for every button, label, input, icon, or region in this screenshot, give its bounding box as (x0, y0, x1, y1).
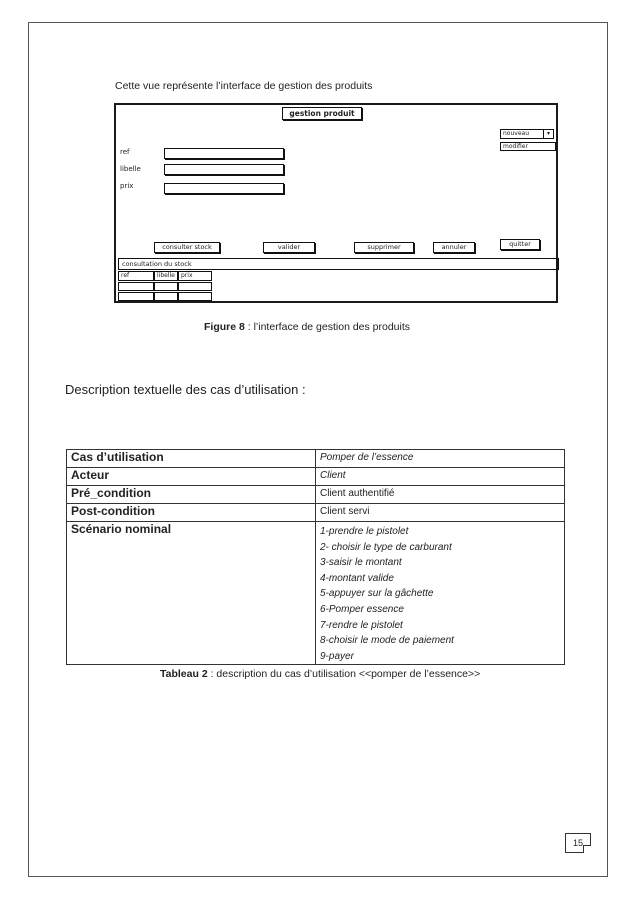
table-key: Post-condition (67, 504, 316, 522)
figure-caption-text: : l’interface de gestion des produits (244, 321, 411, 333)
table-row (67, 522, 565, 665)
table-caption-text: : description du cas d’utilisation <<pomper de l’essence>> (207, 668, 481, 680)
grid-header-ref: ref (118, 271, 154, 281)
table-key: Acteur (67, 468, 316, 486)
scenario-step: 4-montant valide (320, 572, 394, 584)
table-value: Pomper de l’essence (316, 450, 565, 468)
mode-select-value: nouveau (503, 130, 529, 137)
page-number: 15 (565, 833, 591, 853)
libelle-label: libelle (120, 165, 141, 173)
section-title: Description textuelle des cas d’utilisation : (65, 382, 306, 397)
table-row (67, 468, 565, 486)
stock-consultation-bar: consultation du stock (118, 258, 559, 270)
grid-cell[interactable] (154, 292, 178, 301)
scenario-step: 9-payer (320, 650, 354, 662)
prix-field[interactable] (164, 183, 284, 194)
table-key: Pré_condition (67, 486, 316, 504)
grid-cell[interactable] (118, 292, 154, 301)
consult-stock-button[interactable]: consulter stock (154, 242, 220, 253)
scenario-step: 8-choisir le mode de paiement (320, 635, 454, 647)
grid-header-prix: prix (178, 271, 212, 281)
scenario-step: 1-prendre le pistolet (320, 526, 409, 537)
table-caption-label: Tableau 2 (160, 668, 208, 680)
scenario-step: 3-saisir le montant (320, 557, 402, 569)
mockup-title: gestion produit (282, 107, 362, 120)
validate-button[interactable]: valider (263, 242, 315, 253)
grid-cell[interactable] (178, 292, 212, 301)
page-fold-icon (583, 845, 591, 853)
cancel-button[interactable]: annuler (433, 242, 475, 253)
table-row (67, 450, 565, 468)
mode-option-modifier[interactable]: modifier (500, 142, 556, 151)
figure-caption-label: Figure 8 (204, 321, 245, 333)
table-key: Scénario nominal (67, 522, 316, 665)
scenario-step: 2- choisir le type de carburant (320, 541, 452, 553)
prix-label: prix (120, 182, 134, 190)
table-caption (160, 668, 480, 680)
table-row (67, 486, 565, 504)
libelle-field[interactable] (164, 164, 284, 175)
scenario-step: 7-rendre le pistolet (320, 619, 403, 631)
chevron-down-icon[interactable]: ▾ (543, 130, 553, 138)
table-key: Cas d’utilisation (67, 450, 316, 468)
intro-text: Cette vue représente l’interface de gestion des produits (115, 80, 373, 92)
grid-cell[interactable] (178, 282, 212, 291)
grid-cell[interactable] (118, 282, 154, 291)
ref-label: ref (120, 148, 130, 156)
mode-select[interactable] (500, 129, 554, 139)
table-row (67, 504, 565, 522)
table-value: Client (316, 468, 565, 486)
scenario-steps (316, 522, 565, 665)
table-value: Client authentifié (316, 486, 565, 504)
delete-button[interactable]: supprimer (354, 242, 414, 253)
figure-caption (204, 321, 410, 333)
scenario-step: 5-appuyer sur la gâchette (320, 588, 434, 600)
grid-header-libelle: libelle (154, 271, 178, 281)
grid-cell[interactable] (154, 282, 178, 291)
scenario-step: 6-Pomper essence (320, 603, 404, 615)
ref-field[interactable] (164, 148, 284, 159)
use-case-table (66, 449, 565, 665)
product-management-mockup (114, 103, 558, 303)
table-value: Client servi (316, 504, 565, 522)
quit-button[interactable]: quitter (500, 239, 540, 250)
